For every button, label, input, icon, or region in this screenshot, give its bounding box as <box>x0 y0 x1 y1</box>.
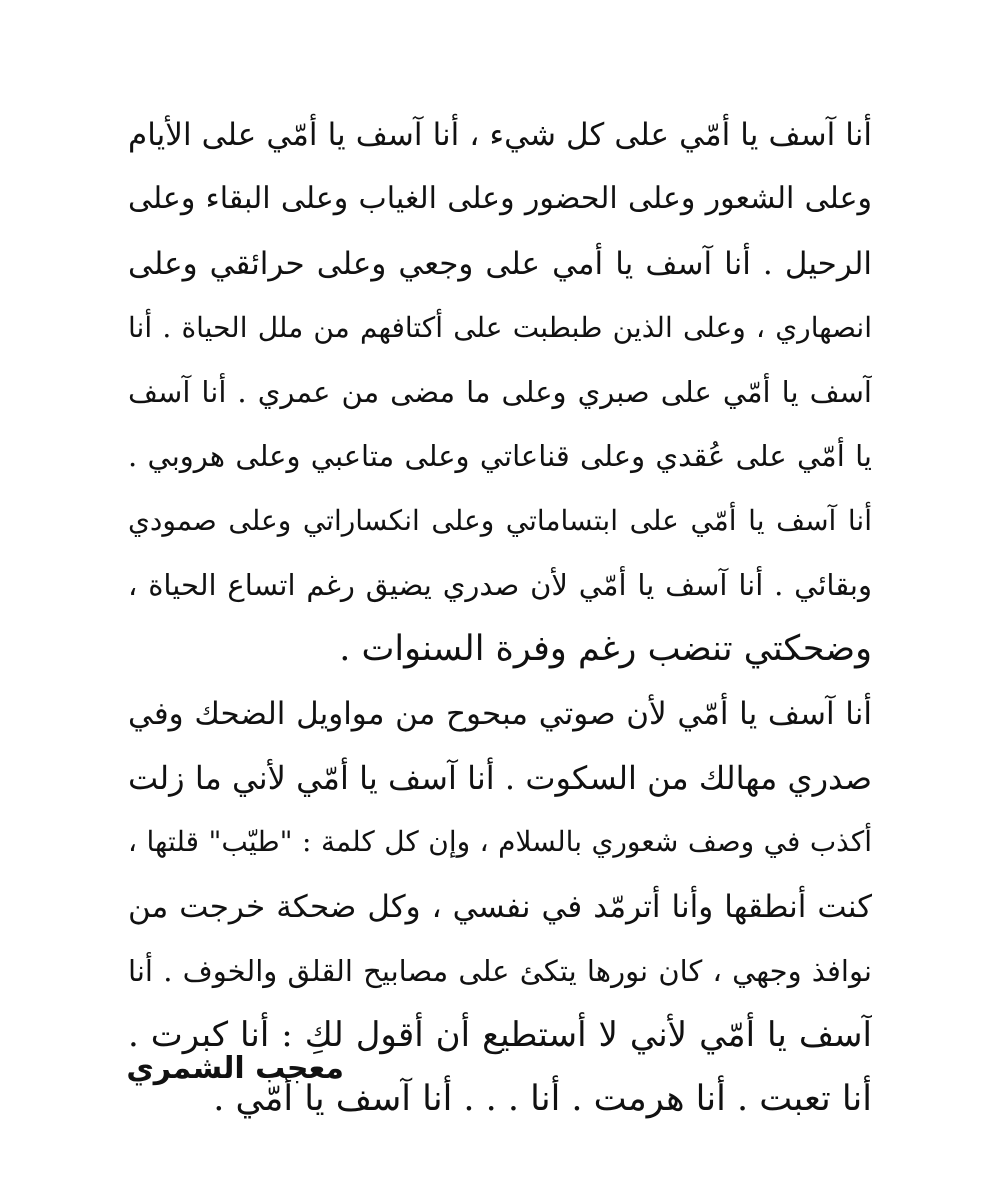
poem-line-2: وعلى الشعور وعلى الحضور وعلى الغياب وعلى البقاء وعلى <box>128 181 872 217</box>
poem-text <box>128 103 872 1132</box>
poem-line-4: انصهاري ، وعلى الذين طبطبت على أكتافهم من ملل الحياة . أنا <box>128 310 872 344</box>
poem-line-1: أنا آسف يا أمّي على كل شيء ، أنا آسف يا أمّي على الأيام <box>128 117 872 153</box>
poem-line-9: وضحكتي تنضب رغم وفرة السنوات . <box>339 629 872 670</box>
poem-line-12: أكذب في وصف شعوري بالسلام ، وإن كل كلمة : "طيّب" قلتها ، <box>128 825 872 859</box>
poem-line-15: آسف يا أمّي لأني لا أستطيع أن أقول لكِ : أنا كبرت . <box>128 1015 872 1056</box>
poem-line-11: صدري مهالك من السكوت . أنا آسف يا أمّي لأني ما زلت <box>128 758 872 797</box>
poem-line-5: آسف يا أمّي على صبري وعلى ما مضى من عمري . أنا آسف <box>128 375 872 410</box>
poem-line-10: أنا آسف يا أمّي لأن صوتي مبحوح من مواويل الضحك وفي <box>128 695 872 732</box>
poem-line-16: أنا تعبت . أنا هرمت . أنا . . . أنا آسف يا أمّي . <box>213 1079 872 1120</box>
poem-line-8: وبقائي . أنا آسف يا أمّي لأن صدري يضيق رغم اتساع الحياة ، <box>128 568 872 603</box>
poem-line-14: نوافذ وجهي ، كان نورها يتكئ على مصابيح القلق والخوف . أنا <box>128 953 872 988</box>
poem-line-7: أنا آسف يا أمّي على ابتساماتي وعلى انكساراتي وعلى صمودي <box>128 503 872 537</box>
poem-line-3: الرحيل . أنا آسف يا أمي على وجعي وعلى حرائقي وعلى <box>128 245 872 282</box>
author-signature: معجب الشمري <box>126 1051 344 1086</box>
poem-line-6: يا أمّي على عُقدي وعلى قناعاتي وعلى متاعبي وعلى هروبي . <box>128 439 872 474</box>
poem-line-13: كنت أنطقها وأنا أترمّد في نفسي ، وكل ضحكة خرجت من <box>128 888 872 925</box>
